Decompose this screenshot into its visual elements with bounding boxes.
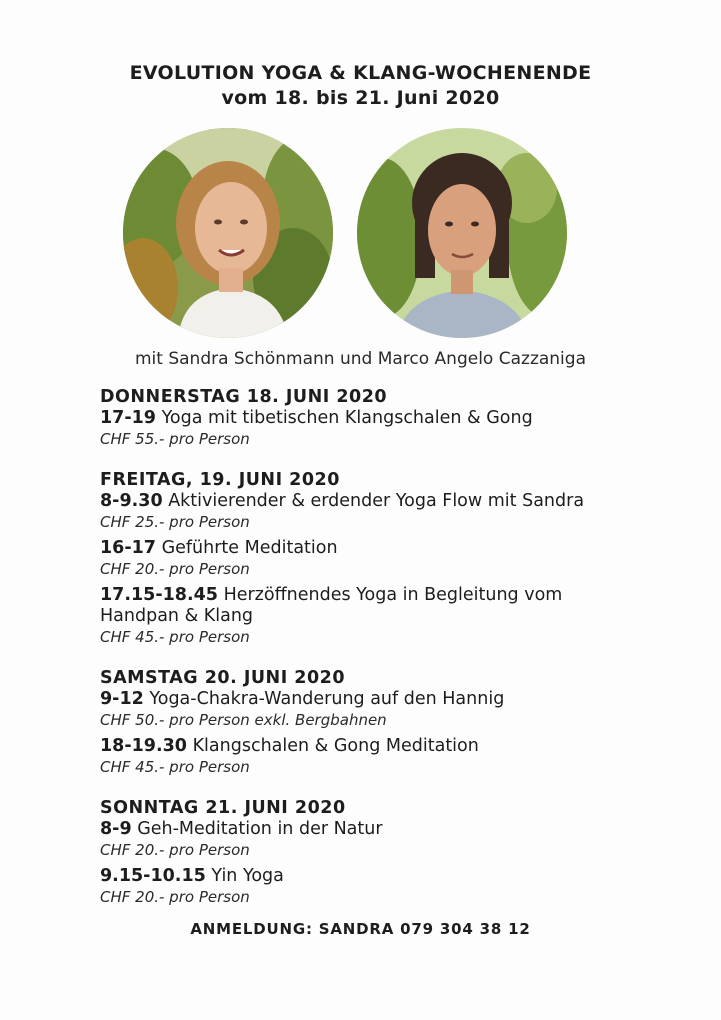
event-time: 18-19.30 xyxy=(100,736,187,756)
title-line-1: EVOLUTION YOGA & KLANG-WOCHENENDE xyxy=(129,62,592,84)
event xyxy=(100,819,690,840)
day-heading: DONNERSTAG 18. JUNI 2020 xyxy=(100,387,388,407)
event-price: CHF 20.- pro Person xyxy=(100,888,250,906)
title-line-2: vom 18. bis 21. Juni 2020 xyxy=(221,87,500,109)
day-heading: SONNTAG 21. JUNI 2020 xyxy=(100,798,346,818)
event-title: Aktivierender & erdender Yoga Flow mit Sandra xyxy=(168,491,585,511)
event-title: Klangschalen & Gong Meditation xyxy=(192,736,479,756)
event-title: Geh-Meditation in der Natur xyxy=(137,819,383,839)
event-time: 8-9 xyxy=(100,819,132,839)
portrait-sandra xyxy=(123,128,333,338)
portrait-marco xyxy=(357,128,567,338)
event-time: 16-17 xyxy=(100,538,156,558)
page-title xyxy=(0,61,721,111)
schedule xyxy=(100,386,690,913)
event-title: Yoga mit tibetischen Klangschalen & Gong xyxy=(161,408,533,428)
event-price: CHF 20.- pro Person xyxy=(100,841,250,859)
day-heading: SAMSTAG 20. JUNI 2020 xyxy=(100,668,346,688)
event-price: CHF 55.- pro Person xyxy=(100,430,250,448)
hosts-caption: mit Sandra Schönmann und Marco Angelo Cazzaniga xyxy=(135,349,586,369)
event xyxy=(100,866,690,887)
event-title: Yoga-Chakra-Wanderung auf den Hannig xyxy=(149,689,505,709)
event-time: 17-19 xyxy=(100,408,156,428)
event-title: Yin Yoga xyxy=(211,866,284,886)
event-time: 8-9.30 xyxy=(100,491,163,511)
event-price: CHF 25.- pro Person xyxy=(100,513,250,531)
event-price: CHF 45.- pro Person xyxy=(100,758,250,776)
day-heading: FREITAG, 19. JUNI 2020 xyxy=(100,470,340,490)
event-price: CHF 50.- pro Person exkl. Bergbahnen xyxy=(100,711,387,729)
event-title: Herzöffnendes Yoga in Begleitung vom Handpan & Klang xyxy=(100,585,563,626)
event xyxy=(100,491,690,512)
event xyxy=(100,736,690,757)
event-price: CHF 20.- pro Person xyxy=(100,560,250,578)
event-time: 9.15-10.15 xyxy=(100,866,206,886)
event xyxy=(100,689,690,710)
event xyxy=(100,408,690,429)
event-title: Geführte Meditation xyxy=(161,538,338,558)
event-price: CHF 45.- pro Person xyxy=(100,628,250,646)
event xyxy=(100,538,690,559)
event-time: 9-12 xyxy=(100,689,144,709)
event-time: 17.15-18.45 xyxy=(100,585,218,605)
event xyxy=(100,585,600,627)
registration-contact: ANMELDUNG: SANDRA 079 304 38 12 xyxy=(190,920,531,938)
